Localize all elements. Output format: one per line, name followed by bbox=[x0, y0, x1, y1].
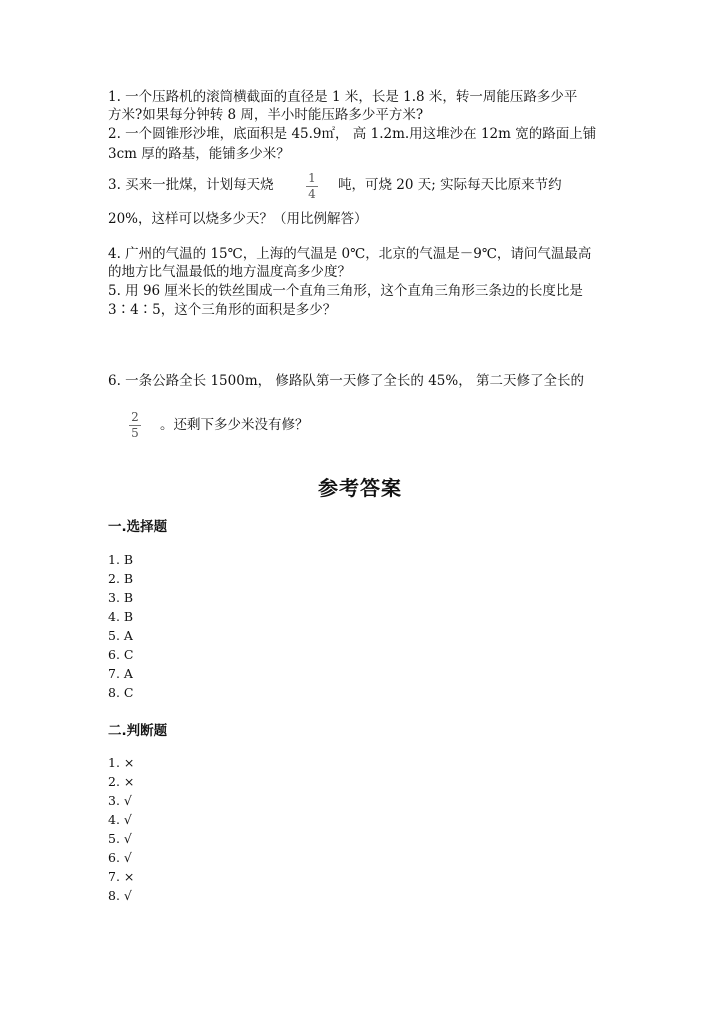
judgment-answer-3: 3. √ bbox=[108, 793, 132, 808]
judgment-answer-6: 6. √ bbox=[108, 850, 132, 865]
fraction-denominator: 5 bbox=[131, 426, 139, 440]
choice-answer-3: 3. B bbox=[108, 590, 134, 605]
judgment-answer-4: 4. √ bbox=[108, 812, 132, 827]
question-3-line-2: 20%，这样可以烧多少天？（用比例解答） bbox=[108, 211, 368, 227]
choice-answer-4: 4. B bbox=[108, 609, 134, 624]
question-6-line-1: 6. 一条公路全长 1500m， 修路队第一天修了全长的 45%， 第二天修了全长的 bbox=[108, 373, 584, 389]
question-3-line-1-part-a: 3. 买来一批煤，计划每天烧 bbox=[108, 177, 274, 193]
fraction-numerator: 1 bbox=[308, 171, 316, 185]
choice-answer-8: 8. C bbox=[108, 685, 134, 700]
question-1-line-1: 1. 一个压路机的滚筒横截面的直径是 1 米，长是 1.8 米，转一周能压路多少平 bbox=[108, 89, 578, 105]
question-5-line-2: 3∶4∶5，这个三角形的面积是多少？ bbox=[108, 302, 337, 318]
judgment-answer-5: 5. √ bbox=[108, 831, 132, 846]
judgment-answer-7: 7. × bbox=[108, 869, 135, 884]
choice-answer-7: 7. A bbox=[108, 666, 133, 681]
question-4-line-2: 的地方比气温最低的地方温度高多少度？ bbox=[108, 264, 351, 280]
section-judgment-title: 二.判断题 bbox=[108, 723, 168, 739]
question-4-line-1: 4. 广州的气温的 15℃，上海的气温是 0℃，北京的气温是－9℃，请问气温最高 bbox=[108, 246, 592, 262]
question-3-line-1-part-b: 吨，可烧 20 天; 实际每天比原来节约 bbox=[338, 177, 562, 193]
question-3-fraction bbox=[306, 172, 318, 201]
judgment-answer-1: 1. × bbox=[108, 755, 135, 770]
answer-key-title: 参考答案 bbox=[318, 476, 402, 500]
choice-answer-5: 5. A bbox=[108, 628, 133, 643]
question-1-line-2: 方米?如果每分钟转 8 周，半小时能压路多少平方米? bbox=[108, 107, 424, 123]
fraction-numerator: 2 bbox=[131, 410, 139, 424]
fraction-denominator: 4 bbox=[308, 187, 316, 201]
choice-answer-2: 2. B bbox=[108, 571, 134, 586]
judgment-answer-8: 8. √ bbox=[108, 888, 132, 903]
question-6-fraction bbox=[129, 411, 141, 440]
choice-answer-6: 6. C bbox=[108, 647, 134, 662]
question-2-line-1: 2. 一个圆锥形沙堆，底面积是 45.9㎡， 高 1.2m.用这堆沙在 12m 宽的路面上铺 bbox=[108, 126, 597, 142]
question-2-line-2: 3cm 厚的路基，能铺多少米？ bbox=[108, 146, 290, 162]
section-choice-title: 一.选择题 bbox=[108, 519, 168, 535]
choice-answer-1: 1. B bbox=[108, 552, 134, 567]
question-6-line-2: 。还剩下多少米没有修？ bbox=[160, 417, 309, 433]
question-5-line-1: 5. 用 96 厘米长的铁丝围成一个直角三角形，这个直角三角形三条边的长度比是 bbox=[108, 283, 583, 299]
judgment-answer-2: 2. × bbox=[108, 774, 135, 789]
